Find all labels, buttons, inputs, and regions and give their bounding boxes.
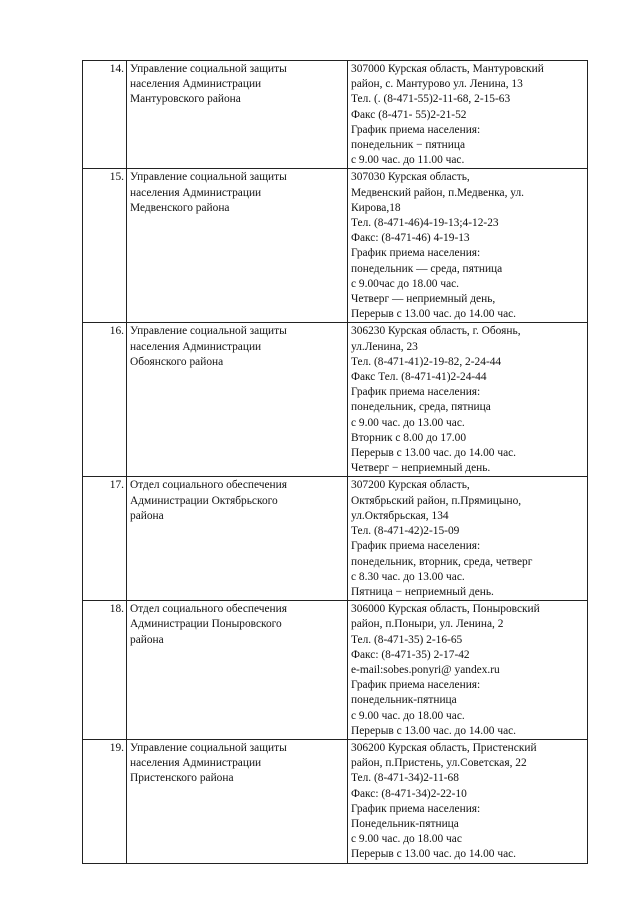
contact-info-line: Понедельник-пятница	[351, 817, 459, 830]
table-row	[83, 601, 588, 740]
organization-name-line: Администрации Октябрьского	[130, 494, 278, 507]
contact-info-line: Факс (8-471- 55)2-21-52	[351, 108, 467, 121]
organization-name-line: населения Администрации	[130, 757, 262, 770]
row-number: 18.	[83, 601, 127, 740]
contact-info-line: Медвенский район, п.Медвенка, ул.	[351, 186, 525, 199]
contact-info-line: 306200 Курская область, Пристенский	[351, 741, 537, 754]
organization-name-line: Управление социальной защиты	[130, 325, 287, 338]
organization-name-cell	[127, 739, 348, 863]
organization-name-line: района	[130, 509, 164, 522]
contact-info-line: 307030 Курская область,	[351, 171, 470, 184]
table-row	[83, 477, 588, 601]
organization-name-line: населения Администрации	[130, 78, 262, 91]
contact-info-line: Факс: (8-471-34)2-22-10	[351, 787, 467, 800]
contact-info-cell	[348, 61, 588, 169]
organization-name-line: Управление социальной защиты	[130, 741, 287, 754]
table-row	[83, 61, 588, 169]
contact-info-line: Факс: (8-471-35) 2-17-42	[351, 648, 470, 661]
organization-name-line: Управление социальной защиты	[130, 63, 287, 75]
contact-info-line: Пятница − неприемный день.	[351, 585, 494, 598]
organization-name-cell	[127, 601, 348, 740]
table-row	[83, 739, 588, 863]
organization-name-line: Отдел социального обеспечения	[130, 603, 287, 616]
contact-info-line: График приема населения:	[351, 679, 481, 692]
contact-info-line: Факс: (8-471-46) 4-19-13	[351, 232, 470, 245]
contact-info-line: Факс Тел. (8-471-41)2-24-44	[351, 371, 487, 384]
contact-info-line: Четверг − неприемный день.	[351, 462, 491, 475]
row-number: 14.	[83, 61, 127, 169]
contact-info-line: Октябрьский район, п.Прямицыно,	[351, 494, 522, 507]
contact-info-line: понедельник — среда, пятница	[351, 262, 503, 275]
row-number: 16.	[83, 323, 127, 477]
contact-info-line: с 9.00 час. до 18.00 час	[351, 833, 462, 846]
organization-name-line: района	[130, 633, 164, 646]
contact-info-line: с 9.00 час. до 18.00 час.	[351, 709, 465, 722]
organization-name-line: населения Администрации	[130, 186, 262, 199]
contact-info-line: Перерыв с 13.00 час. до 14.00 час.	[351, 447, 517, 460]
organization-name-cell	[127, 169, 348, 323]
organization-name-line: Медвенского района	[130, 201, 230, 214]
contact-info-line: Кирова,18	[351, 201, 401, 214]
contact-info-line: район, с. Мантурово ул. Ленина, 13	[351, 78, 523, 91]
contact-info-line: с 9.00 час. до 11.00 час.	[351, 154, 465, 167]
row-number: 15.	[83, 169, 127, 323]
table-body	[83, 61, 588, 864]
organization-name-line: населения Администрации	[130, 340, 262, 353]
contact-info-line: Тел. (8-471-42)2-15-09	[351, 525, 460, 538]
contact-info-line: 306000 Курская область, Поныровский	[351, 603, 540, 616]
contact-info-line: с 9.00час до 18.00 час.	[351, 277, 460, 290]
contact-info-line: Перерыв с 13.00 час. до 14.00 час.	[351, 308, 517, 321]
contact-info-line: 307200 Курская область,	[351, 479, 470, 492]
contact-info-line: График приема населения:	[351, 386, 481, 399]
organization-name-line: Отдел социального обеспечения	[130, 479, 287, 492]
contact-info-line: Перерыв с 13.00 час. до 14.00 час.	[351, 724, 517, 737]
contact-info-line: График приема населения:	[351, 247, 481, 260]
contact-info-line: Тел. (8-471-35) 2-16-65	[351, 633, 463, 646]
contact-info-line: Тел. (8-471-41)2-19-82, 2-24-44	[351, 355, 502, 368]
contact-info-line: График приема населения:	[351, 540, 481, 553]
organization-name-cell	[127, 323, 348, 477]
organization-name-line: Мантуровского района	[130, 93, 241, 106]
contact-info-cell	[348, 739, 588, 863]
table-row	[83, 169, 588, 323]
contact-info-line: ул.Октябрьская, 134	[351, 509, 449, 522]
contact-info-line: понедельник, среда, пятница	[351, 401, 491, 414]
contact-info-line: ул.Ленина, 23	[351, 340, 418, 353]
row-number: 19.	[83, 739, 127, 863]
contact-info-line: Тел. (8-471-46)4-19-13;4-12-23	[351, 217, 499, 230]
social-offices-table	[82, 60, 588, 864]
contact-info-line: 306230 Курская область, г. Обоянь,	[351, 325, 521, 338]
row-number: 17.	[83, 477, 127, 601]
contact-info-line: Вторник с 8.00 до 17.00	[351, 431, 467, 444]
contact-info-line: График приема населения:	[351, 802, 481, 815]
contact-info-line: e-mail:sobes.ponyri@ yandex.ru	[351, 663, 500, 676]
contact-info-line: понедельник, вторник, среда, четверг	[351, 555, 533, 568]
organization-name-cell	[127, 61, 348, 169]
contact-info-line: понедельник − пятница	[351, 139, 466, 152]
contact-info-line: Четверг — неприемный день,	[351, 293, 496, 306]
contact-info-line: Перерыв с 13.00 час. до 14.00 час.	[351, 848, 517, 861]
contact-info-cell	[348, 601, 588, 740]
contact-info-line: 307000 Курская область, Мантуровский	[351, 63, 544, 75]
organization-name-cell	[127, 477, 348, 601]
organization-name-line: Управление социальной защиты	[130, 171, 287, 184]
contact-info-line: График приема населения:	[351, 123, 481, 136]
organization-name-line: Пристенского района	[130, 772, 234, 785]
contact-info-cell	[348, 169, 588, 323]
contact-info-line: с 8.30 час. до 13.00 час.	[351, 570, 465, 583]
contact-info-cell	[348, 477, 588, 601]
contact-info-line: с 9.00 час. до 13.00 час.	[351, 416, 465, 429]
contact-info-line: Тел. (8-471-34)2-11-68	[351, 772, 459, 785]
contact-info-line: Тел. (. (8-471-55)2-11-68, 2-15-63	[351, 93, 511, 106]
contact-info-line: район, п.Поныри, ул. Ленина, 2	[351, 618, 504, 631]
table-row	[83, 323, 588, 477]
contact-info-line: понедельник-пятница	[351, 694, 457, 707]
contact-info-line: район, п.Пристень, ул.Советская, 22	[351, 757, 527, 770]
organization-name-line: Обоянского района	[130, 355, 224, 368]
organization-name-line: Администрации Поныровского	[130, 618, 282, 631]
contact-info-cell	[348, 323, 588, 477]
